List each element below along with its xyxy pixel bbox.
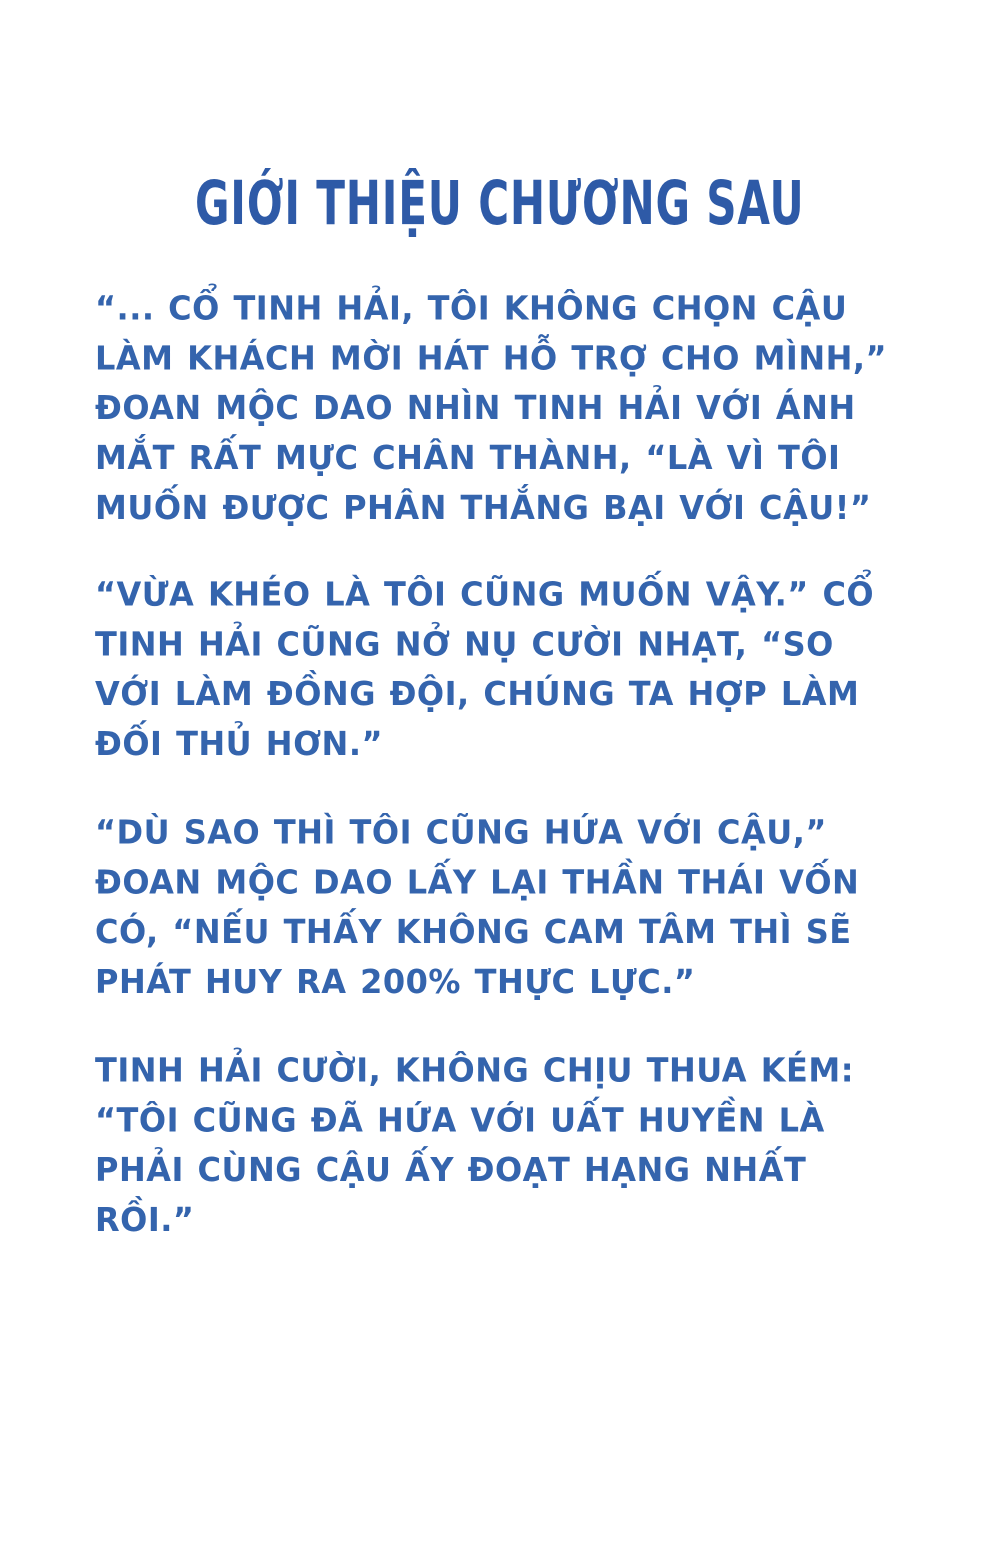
title-wrap [0, 0, 1000, 239]
paragraph-4: TINH HẢI CƯỜI, KHÔNG CHỊU THUA KÉM: “TÔI CŨNG ĐÃ HỨA VỚI UẤT HUYỀN LÀ PHẢI CÙNG CẬU ẤY ĐOẠT HẠNG NHẤT RỒI.” [95, 1050, 854, 1240]
paragraph-1: “... CỔ TINH HẢI, TÔI KHÔNG CHỌN CẬU LÀM KHÁCH MỜI HÁT HỖ TRỢ CHO MÌNH,” ĐOAN MỘC DAO NHÌN TINH HẢI VỚI ÁNH MẮT RẤT MỰC CHÂN THÀNH, “LÀ VÌ TÔI MUỐN ĐƯỢC PHÂN THẮNG BẠI VỚI CẬU!” [95, 288, 888, 528]
paragraph-3: “DÙ SAO THÌ TÔI CŨNG HỨA VỚI CẬU,” ĐOAN MỘC DAO LẤY LẠI THẦN THÁI VỐN CÓ, “NẾU THẤY KHÔNG CAM TÂM THÌ SẼ PHÁT HUY RA 200% THỰC LỰC.” [95, 812, 860, 1002]
page-title: GIỚI THIỆU CHƯƠNG SAU [195, 168, 805, 239]
paragraph-2: “VỪA KHÉO LÀ TÔI CŨNG MUỐN VẬY.” CỔ TINH HẢI CŨNG NỞ NỤ CƯỜI NHẠT, “SO VỚI LÀM ĐỒNG ĐỘI, CHÚNG TA HỢP LÀM ĐỐI THỦ HƠN.” [95, 574, 875, 764]
preview-text-block [95, 283, 908, 1240]
